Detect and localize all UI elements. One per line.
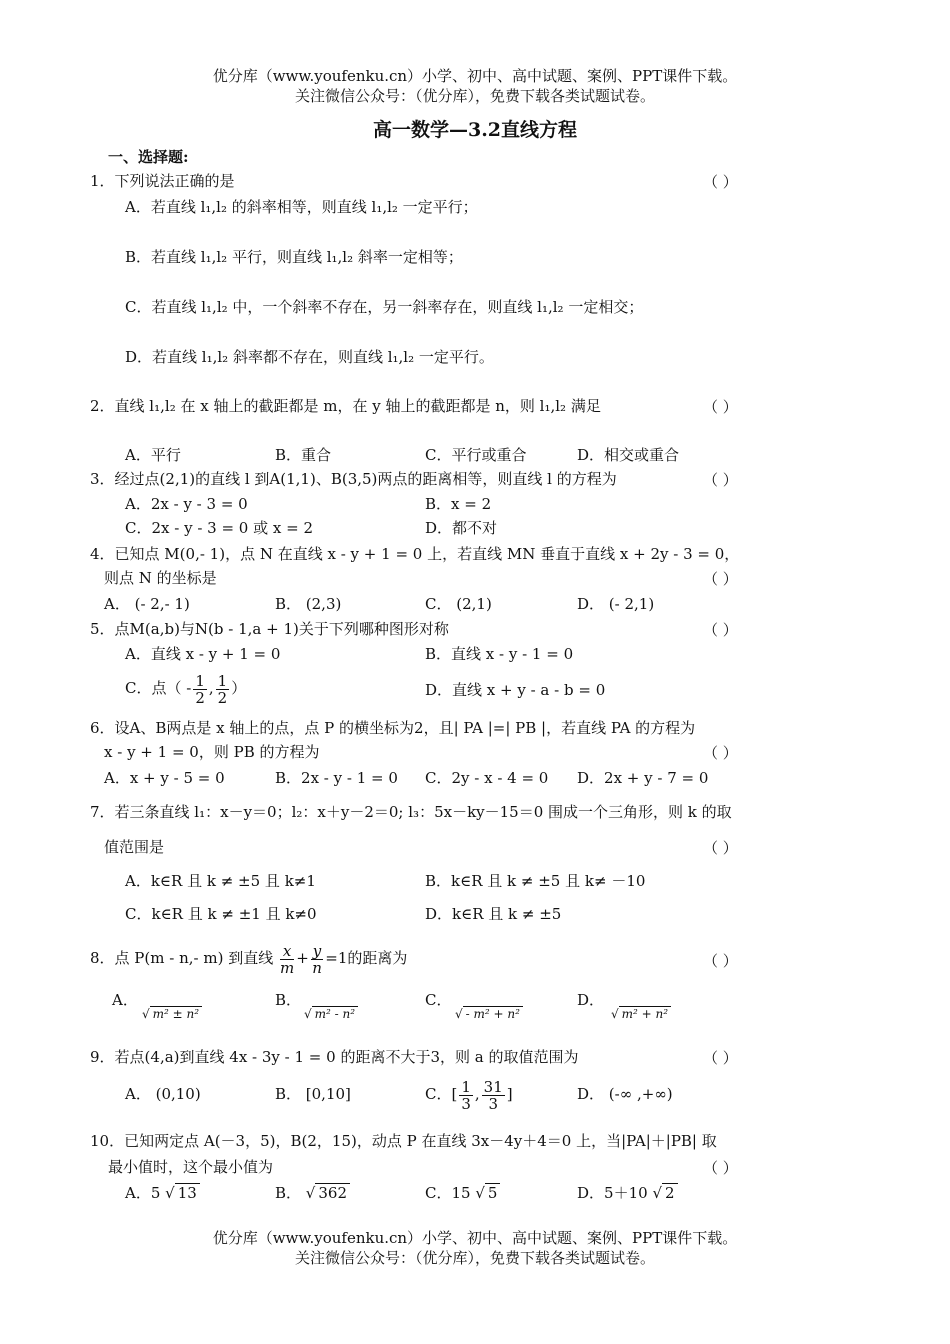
q4-answer-paren: （ ） [703, 570, 738, 588]
q6-stem: 6．设A、B两点是 x 轴上的点，点 P 的横坐标为2，且| PA |=| PB |，若直线 PA 的方程为 [90, 719, 696, 737]
q8-stem [90, 940, 407, 976]
q8-plus: + [296, 949, 309, 967]
q7-answer-paren: （ ） [703, 839, 738, 857]
q3-answer-paren: （ ） [703, 471, 738, 489]
q2-option-a: A．平行 [125, 446, 181, 464]
q6-answer-paren: （ ） [703, 744, 738, 762]
q3-option-d: D．都不对 [425, 519, 498, 537]
q9-c-den-2: 3 [488, 1094, 498, 1113]
footer-line-1: 优分库（www.youfenku.cn）小学、初中、高中试题、案例、PPT课件下载。 [212, 1229, 738, 1247]
q8-option-b: B． [275, 991, 302, 1009]
q1-stem: 1．下列说法正确的是 [90, 172, 235, 190]
q8-option-d-radical: √ m² + n² [611, 1004, 671, 1024]
q10-stem-2: 最小值时，这个最小值为 [108, 1158, 274, 1176]
q7-stem: 7．若三条直线 l₁：x－y＝0；l₂：x＋y－2＝0; l₃：5x－ky－15＝0 围成一个三角形，则 k 的取 [90, 803, 732, 821]
q7-stem-2: 值范围是 [104, 838, 165, 856]
q5-stem: 5．点M(a,b)与N(b - 1,a + 1)关于下列哪种图形对称 [90, 620, 449, 638]
q6-option-a: A．x + y - 5 = 0 [104, 769, 225, 787]
q2-stem: 2．直线 l₁,l₂ 在 x 轴上的截距都是 m，在 y 轴上的截距都是 n，则 l₁,l₂ 满足 [90, 397, 601, 415]
q5-half-den-2: 2 [217, 688, 228, 707]
q8-answer-paren: （ ） [703, 952, 738, 970]
q4-stem: 4．已知点 M(0,- 1)，点 N 在直线 x - y + 1 = 0 上，若直线 MN 垂直于直线 x + 2y - 3 = 0， [90, 545, 740, 563]
q5-option-b: B．直线 x - y - 1 = 0 [425, 645, 574, 663]
q5-half-num-2: 1 [217, 671, 228, 690]
q10-answer-paren: （ ） [703, 1159, 738, 1177]
q8-option-c-radicand: - m² + n² [463, 1006, 523, 1021]
q8-option-b-radical: √ m² - n² [304, 1004, 358, 1024]
q1-option-b: B．若直线 l₁,l₂ 平行，则直线 l₁,l₂ 斜率一定相等； [125, 248, 463, 266]
q9-c-den-1: 3 [461, 1094, 471, 1113]
q3-option-b: B．x = 2 [425, 495, 492, 513]
q8-frac-n: n [312, 958, 322, 977]
q5-option-a: A．直线 x - y + 1 = 0 [125, 645, 281, 663]
q6-option-c: C．2y - x - 4 = 0 [425, 769, 549, 787]
q9-c-num-2: 31 [483, 1077, 503, 1096]
q9-c-fraction-2 [482, 1079, 505, 1112]
q2-option-c: C．平行或重合 [425, 446, 527, 464]
q6-option-d: D．2x + y - 7 = 0 [577, 769, 709, 787]
q7-option-d: D．k∈R 且 k ≠ ±5 [425, 905, 562, 923]
q5-half-fraction-2 [216, 673, 230, 706]
q8-option-d-radicand: m² + n² [619, 1006, 671, 1021]
q5-half-num-1: 1 [195, 671, 205, 690]
q8-frac-x: x [280, 943, 294, 960]
q9-option-c [425, 1074, 513, 1114]
header-line-2: 关注微信公众号：（优分库），免费下载各类试题试卷。 [294, 87, 655, 105]
q4-option-b: B． (2,3) [275, 595, 342, 613]
q2-answer-paren: （ ） [703, 398, 738, 416]
q2-option-b: B．重合 [275, 446, 332, 464]
q9-option-c-label: C． [425, 1085, 452, 1103]
q7-option-c: C．k∈R 且 k ≠ ±1 且 k≠0 [125, 905, 317, 923]
q4-option-d: D． (- 2,1) [577, 595, 655, 613]
q1-option-c: C．若直线 l₁,l₂ 中，一个斜率不存在，另一斜率存在，则直线 l₁,l₂ 一定相交； [125, 298, 644, 316]
q9-option-a: A． (0,10) [125, 1085, 201, 1103]
section-heading: 一、选择题: [108, 148, 189, 166]
q4-option-c: C． (2,1) [425, 595, 492, 613]
q8-option-c-radical: √ - m² + n² [455, 1004, 523, 1024]
q5-half-den-1: 2 [195, 688, 205, 707]
q10-stem: 10．已知两定点 A(－3，5)，B(2，15)，动点 P 在直线 3x－4y＋4＝0 上，当|PA|＋|PB| 取 [90, 1132, 717, 1150]
q8-option-a: A． [112, 991, 138, 1009]
q9-answer-paren: （ ） [703, 1049, 738, 1067]
q5-option-c-suffix: ） [231, 679, 247, 697]
q3-stem: 3．经过点(2,1)的直线 l 到A(1,1)、B(3,5)两点的距离相等，则直线 l 的方程为 [90, 470, 617, 488]
q8-option-a-radicand: m² ± n² [150, 1006, 202, 1021]
q9-option-d: D． (-∞ ,+∞) [577, 1085, 673, 1103]
q10-option-b-radicand: 362 [315, 1183, 350, 1202]
q7-option-a: A．k∈R 且 k ≠ ±5 且 k≠1 [125, 872, 316, 890]
q3-option-a: A．2x - y - 3 = 0 [125, 495, 248, 513]
q4-option-a: A． (- 2,- 1) [104, 595, 190, 613]
q6-stem-2: x - y + 1 = 0，则 PB 的方程为 [104, 743, 320, 761]
q10-option-c-radicand: 5 [485, 1183, 501, 1202]
q8-option-a-radical: √ m² ± n² [142, 1004, 202, 1024]
q5-half-fraction-1 [193, 673, 207, 706]
q6-option-b: B．2x - y - 1 = 0 [275, 769, 398, 787]
q2-option-d: D．相交或重合 [577, 446, 680, 464]
q9-c-fraction-1 [459, 1079, 473, 1112]
header-line-1: 优分库（www.youfenku.cn）小学、初中、高中试题、案例、PPT课件下载。 [212, 67, 738, 85]
q8-stem-suffix: =1的距离为 [325, 949, 408, 967]
q10-option-d-label: D．5＋10 [577, 1184, 648, 1202]
q3-option-c: C．2x - y - 3 = 0 或 x = 2 [125, 519, 313, 537]
q8-option-b-radicand: m² - n² [312, 1006, 358, 1021]
q9-c-left-bracket: [ [451, 1085, 458, 1103]
q8-option-c: C． [425, 991, 452, 1009]
q1-option-a: A．若直线 l₁,l₂ 的斜率相等，则直线 l₁,l₂ 一定平行； [125, 198, 478, 216]
footer-line-2: 关注微信公众号：（优分库），免费下载各类试题试卷。 [294, 1249, 655, 1267]
q8-stem-prefix: 8．点 P(m - n,- m) 到直线 [90, 949, 274, 967]
q10-option-d: D．5＋10 √ 2 [577, 1183, 678, 1203]
q9-option-b: B． [0,10] [275, 1085, 351, 1103]
q10-option-b: B． √ 362 [275, 1183, 350, 1203]
q1-option-d: D．若直线 l₁,l₂ 斜率都不存在，则直线 l₁,l₂ 一定平行。 [125, 348, 494, 366]
q10-option-a-label: A．5 [125, 1184, 161, 1202]
q10-option-c: C．15 √ 5 [425, 1183, 500, 1203]
q5-answer-paren: （ ） [703, 621, 738, 639]
q5-option-d: D．直线 x + y - a - b = 0 [425, 681, 606, 699]
q10-option-b-label: B． [275, 1184, 302, 1202]
q9-c-right-bracket: ] [506, 1085, 513, 1103]
q9-c-comma: , [474, 1085, 480, 1103]
q8-option-d: D． [577, 991, 605, 1009]
q10-option-a-radicand: 13 [175, 1183, 200, 1202]
q10-option-d-radicand: 2 [662, 1183, 678, 1202]
q5-option-c-prefix: C．点（ - [125, 679, 192, 697]
q5-option-c: C．点（ - $\frac{1}{2}$ , $\frac{1}{2}$ ） [125, 671, 247, 707]
q8-fraction-x-m [280, 943, 294, 976]
q1-answer-paren: （ ） [703, 173, 738, 191]
q8-frac-y: y [312, 941, 322, 960]
page-title: 高一数学—3.2直线方程 [372, 119, 578, 141]
q7-option-b: B．k∈R 且 k ≠ ±5 且 k≠ －10 [425, 872, 646, 890]
q8-fraction-y-n [311, 943, 323, 976]
q8-frac-m: m [279, 958, 295, 977]
q10-option-c-label: C．15 [425, 1184, 471, 1202]
q9-stem: 9．若点(4,a)到直线 4x - 3y - 1 = 0 的距离不大于3，则 a 的取值范围为 [90, 1048, 579, 1066]
q4-stem-2: 则点 N 的坐标是 [104, 569, 217, 587]
q9-c-num-1: 1 [461, 1077, 471, 1096]
q10-option-a: A．5 √ 13 [125, 1183, 200, 1203]
